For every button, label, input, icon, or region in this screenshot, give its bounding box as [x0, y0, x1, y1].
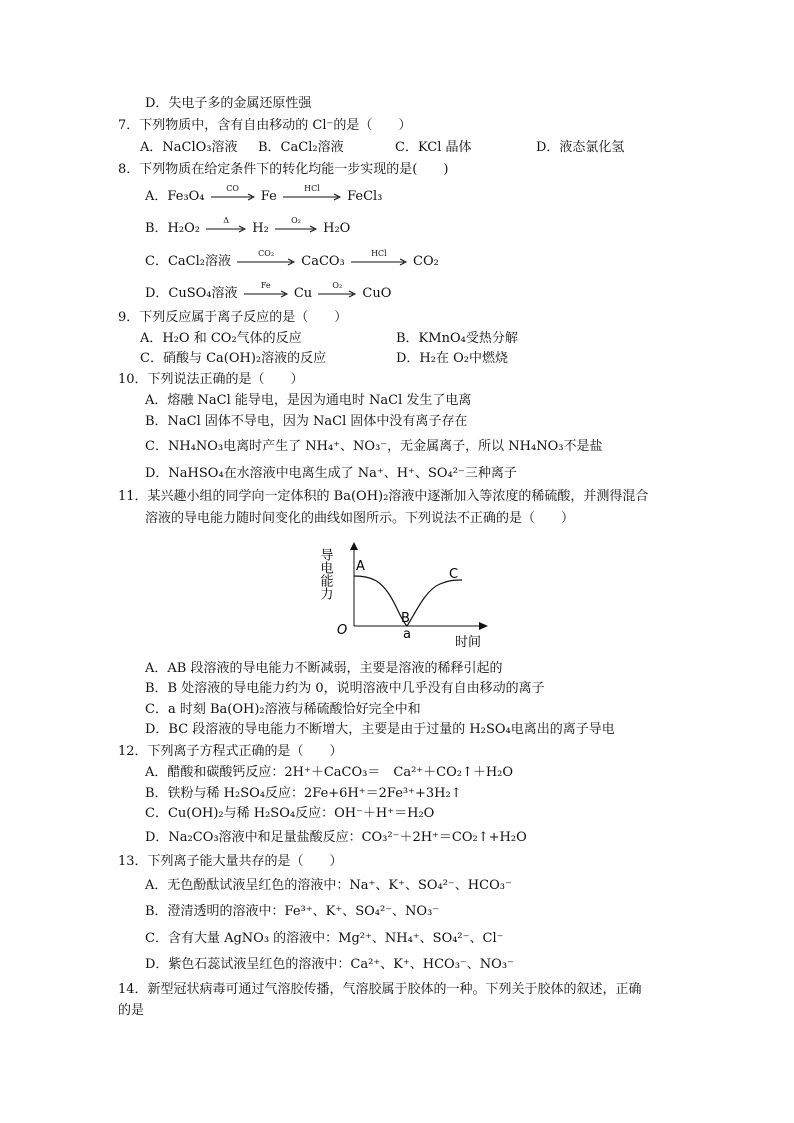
q8c-mid: CaCO₃ — [301, 254, 345, 269]
q9-option-b: B．KMnO₄受热分解 — [396, 331, 518, 346]
q13-option-a: A．无色酚酞试液呈红色的溶液中：Na⁺、K⁺、SO₄²⁻、HCO₃⁻ — [145, 878, 512, 893]
q8b-cond1: Δ — [223, 215, 230, 225]
prev-option-d: D．失电子多的金属还原性强 — [145, 96, 312, 111]
reaction-arrow — [237, 248, 295, 266]
q8a-mid: Fe — [260, 189, 277, 204]
q8a-cond2: HCl — [304, 183, 320, 193]
q12-option-d: D．Na₂CO₃溶液中和足量盐酸反应：CO₃²⁻＋2H⁺＝CO₂↑+H₂O — [145, 830, 527, 845]
q13-option-b: B．澄清透明的溶液中：Fe³⁺、K⁺、SO₄²⁻、NO₃⁻ — [145, 904, 440, 919]
conductivity-time-graph — [317, 540, 495, 655]
q10-stem: 10．下列说法正确的是（ ） — [118, 372, 304, 387]
q8b-product: H₂O — [323, 221, 351, 236]
point-c-label: C — [449, 567, 459, 582]
reaction-arrow — [283, 183, 341, 201]
q8-stem: 8．下列物质在给定条件下的转化均能一步实现的是( ) — [118, 162, 449, 177]
q10-option-c: C．NH₄NO₃电离时产生了 NH₄⁺、NO₃⁻，无金属离子，所以 NH₄NO₃不是盐 — [145, 439, 603, 454]
q9-option-c: C．硝酸与 Ca(OH)₂溶液的反应 — [140, 351, 327, 366]
q8c-cond1: CO₂ — [258, 248, 275, 258]
reaction-arrow — [275, 215, 317, 233]
q12-option-c: C．Cu(OH)₂与稀 H₂SO₄反应：OH⁻＋H⁺＝H₂O — [145, 806, 435, 821]
q8d-product: CuO — [362, 286, 392, 301]
y-axis-label: 导电能力 — [317, 548, 333, 600]
q8-option-c — [145, 248, 439, 270]
q11-stem-line1: 11．某兴趣小组的同学向一定体积的 Ba(OH)₂溶液中逐渐加入等浓度的稀硫酸，并测得混合 — [118, 489, 649, 504]
q10-option-a: A．熔融 NaCl 能导电，是因为通电时 NaCl 发生了电离 — [145, 393, 472, 408]
q8c-product: CO₂ — [413, 254, 439, 269]
q11-option-d: D．BC 段溶液的导电能力不断增大，主要是由于过量的 H₂SO₄电离出的离子导电 — [145, 722, 615, 737]
q9-option-d: D．H₂在 O₂中燃烧 — [396, 351, 508, 366]
q13-option-c: C．含有大量 AgNO₃ 的溶液中：Mg²⁺、NH₄⁺、SO₄²⁻、Cl⁻ — [145, 931, 504, 946]
q8d-reactant: D．CuSO₄溶液 — [145, 286, 238, 301]
reaction-arrow — [318, 280, 356, 298]
q11-option-a: A．AB 段溶液的导电能力不断减弱，主要是溶液的稀释引起的 — [145, 661, 503, 676]
origin-label: O — [337, 623, 348, 638]
y-axis-arrow-icon — [350, 542, 358, 550]
q12-stem: 12．下列离子方程式正确的是（ ） — [118, 744, 343, 759]
x-axis-label: 时间 — [455, 635, 482, 650]
q8c-reactant: C．CaCl₂溶液 — [145, 254, 231, 269]
q8c-cond2: HCl — [371, 248, 387, 258]
q8d-mid: Cu — [293, 286, 313, 301]
q14-stem-line2: 的是 — [118, 1003, 145, 1018]
q8a-product: FeCl₃ — [347, 189, 383, 204]
q13-option-d: D．紫色石蕊试液呈红色的溶液中：Ca²⁺、K⁺、HCO₃⁻、NO₃⁻ — [145, 957, 514, 972]
q8-option-b — [145, 215, 351, 237]
q8b-cond2: O₂ — [291, 215, 301, 225]
q9-option-a: A．H₂O 和 CO₂气体的反应 — [140, 331, 302, 346]
q8-option-a — [145, 183, 383, 205]
q7-stem: 7．下列物质中，含有自由移动的 Cl⁻的是（ ） — [118, 118, 412, 133]
q7-option-d: D．液态氯化氢 — [536, 140, 625, 155]
point-b-label: B — [401, 611, 410, 626]
q8-option-d — [145, 280, 392, 302]
x-axis-arrow-icon — [479, 622, 488, 630]
q13-stem: 13．下列离子能大量共存的是（ ） — [118, 854, 343, 869]
q12-option-b: B．铁粉与稀 H₂SO₄反应：2Fe+6H⁺＝2Fe³⁺+3H₂↑ — [145, 786, 462, 801]
q12-option-a: A．醋酸和碳酸钙反应：2H⁺＋CaCO₃＝ Ca²⁺＋CO₂↑＋H₂O — [145, 765, 514, 780]
q8d-cond1: Fe — [260, 280, 271, 290]
reaction-arrow — [244, 280, 288, 298]
q10-option-b: B．NaCl 固体不导电，因为 NaCl 固体中没有离子存在 — [145, 414, 468, 429]
reaction-arrow — [206, 215, 246, 233]
q11-option-c: C．a 时刻 Ba(OH)₂溶液与稀硫酸恰好完全中和 — [145, 702, 421, 717]
q8b-mid: H₂ — [252, 221, 269, 236]
q8a-cond1: CO — [226, 183, 239, 193]
q14-stem-line1: 14．新型冠状病毒可通过气溶胶传播，气溶胶属于胶体的一种。下列关于胶体的叙述，正确 — [118, 982, 642, 997]
reaction-arrow — [351, 248, 407, 266]
point-a-label: A — [356, 559, 365, 574]
q7-option-a: A．NaClO₃溶液 — [140, 140, 238, 155]
q8d-cond2: O₂ — [332, 280, 343, 290]
q10-option-d: D．NaHSO₄在水溶液中电离生成了 Na⁺、H⁺、SO₄²⁻三种离子 — [145, 466, 517, 481]
q11-option-b: B．B 处溶液的导电能力约为 0，说明溶液中几乎没有自由移动的离子 — [145, 681, 545, 696]
q7-option-c: C．KCl 晶体 — [395, 140, 472, 155]
q8a-reactant: A．Fe₃O₄ — [145, 189, 205, 204]
q8b-reactant: B．H₂O₂ — [145, 221, 200, 236]
q11-stem-line2: 溶液的导电能力随时间变化的曲线如图所示。下列说法不正确的是（ ） — [145, 511, 575, 526]
q9-stem: 9．下列反应属于离子反应的是（ ） — [118, 310, 348, 325]
reaction-arrow — [211, 183, 255, 201]
q7-option-b: B．CaCl₂溶液 — [258, 140, 344, 155]
time-a-label: a — [403, 627, 411, 642]
